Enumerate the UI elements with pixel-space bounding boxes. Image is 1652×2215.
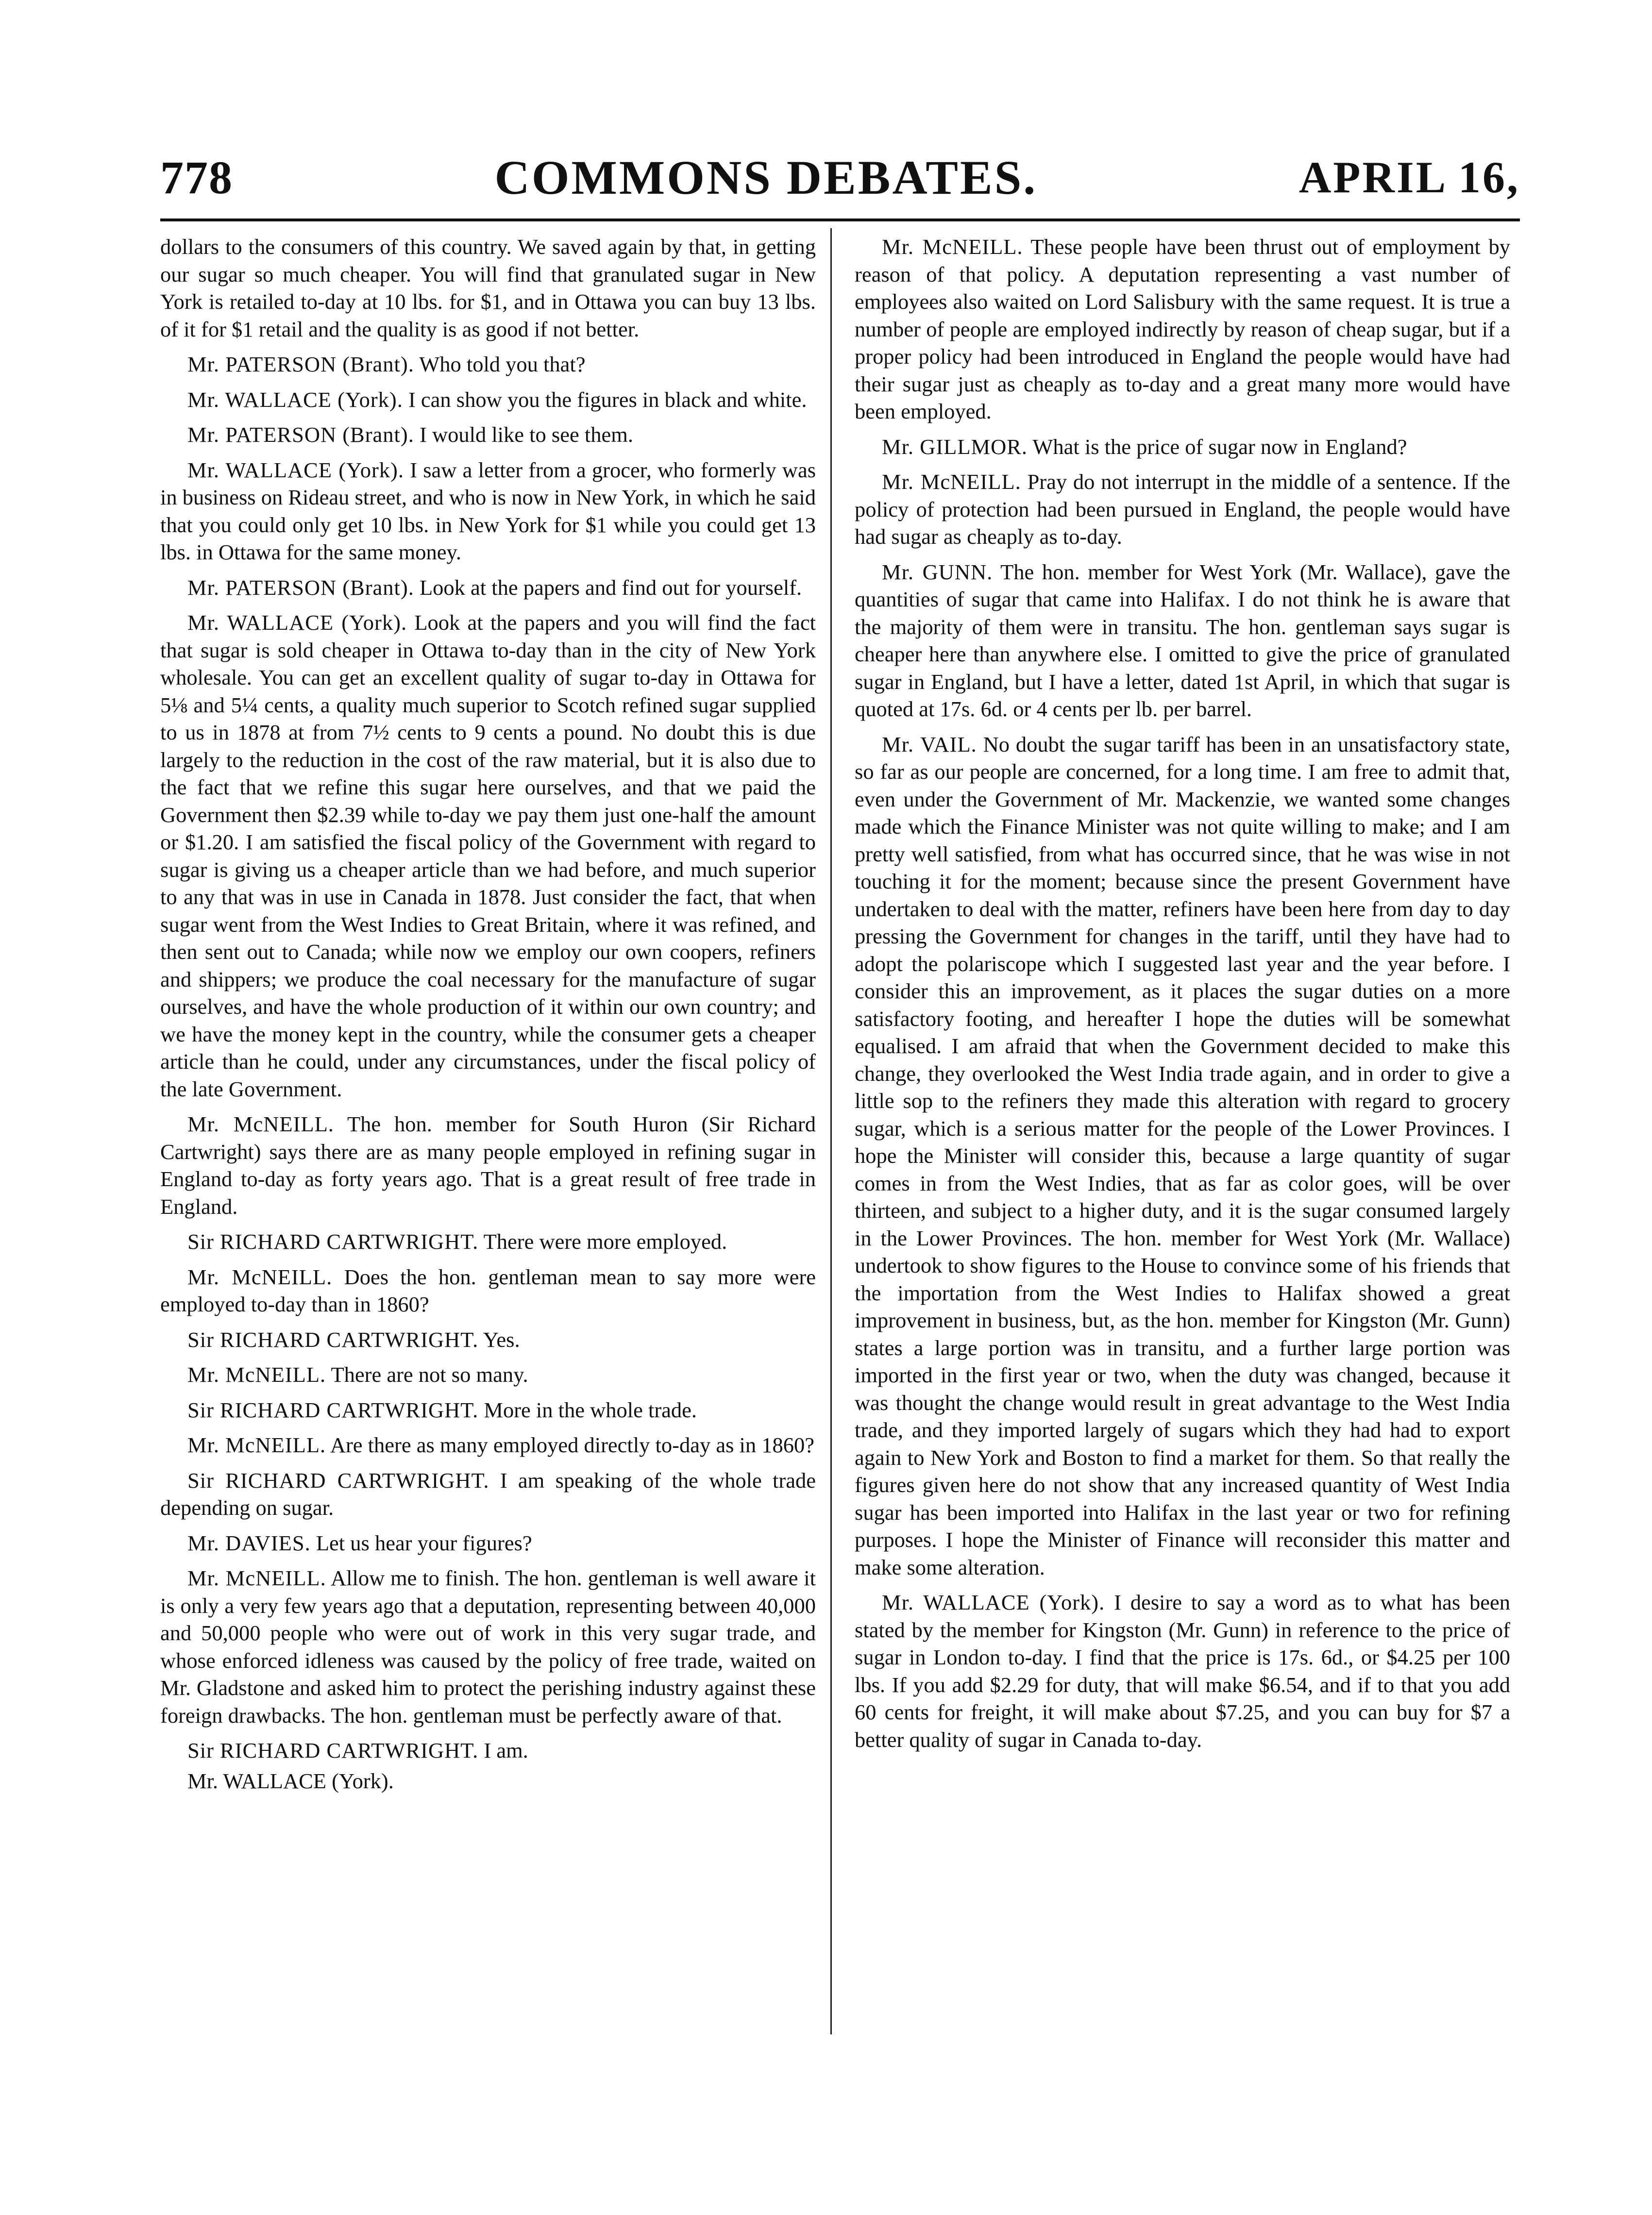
- speaker-name: Mr. McNEILL.: [187, 1362, 326, 1387]
- speech-text: The hon. member for West York (Mr. Wallace), gave the quantities of sugar that came into Halifax. I do not think he is aware that the majority of them were in transitu. The hon. gentleman says sugar is cheaper here than anywhere else. I omitted to give the price of granulated sugar in England, but I have a letter, dated 1st April, in which that sugar is quoted at 17s. 6d. or 4 cents per lb. per barrel.: [855, 559, 1510, 721]
- speech-text: Look at the papers and find out for yourself.: [420, 575, 802, 600]
- speaker-name: Mr. WALLACE (York).: [187, 610, 407, 635]
- speaker-name: Mr. GUNN.: [882, 559, 993, 584]
- speech-paragraph: [160, 1396, 816, 1424]
- speech-text: I am speaking of the whole trade depending on sugar.: [160, 1468, 816, 1520]
- speaker-name: Mr. WALLACE (York).: [187, 387, 403, 412]
- speech-text: Pray do not interrupt in the middle of a sentence. If the policy of protection had been pursued in England, the people would have had sugar as cheaply as to-day.: [855, 470, 1510, 549]
- speech-paragraph: [160, 386, 816, 414]
- speaker-name: Mr. McNEILL.: [187, 1433, 326, 1457]
- next-speaker-line: Mr. WALLACE (York).: [187, 1768, 394, 1793]
- speech-paragraph: [855, 468, 1510, 551]
- speaker-name: Mr. McNEILL.: [187, 1112, 334, 1136]
- speech-text: Are there as many employed directly to-day as in 1860?: [330, 1433, 815, 1457]
- speaker-name: Mr. McNEILL.: [187, 1264, 333, 1289]
- speaker-name: Mr. VAIL.: [882, 732, 977, 756]
- speech-text: dollars to the consumers of this country. We saved again by that, in getting our sugar so much cheaper. You will find that granulated sugar in New York is retailed to-day at 10 lbs. for $1, and in Ottawa you can buy 13 lbs. of it for $1 retail and the quality is as good if not better.: [160, 235, 816, 341]
- column-divider: [830, 228, 832, 2034]
- speech-paragraph: [160, 1529, 816, 1557]
- speech-text: Does the hon. gentleman mean to say more were employed to-day than in 1860?: [160, 1264, 816, 1316]
- speech-paragraph: [160, 609, 816, 1103]
- speech-text: There were more employed.: [483, 1229, 727, 1254]
- speech-paragraph: [160, 1361, 816, 1389]
- speaker-name: Mr. WALLACE (York).: [187, 457, 404, 482]
- speaker-name: Mr. McNEILL.: [882, 235, 1023, 259]
- speech-paragraph: [160, 421, 816, 449]
- speech-text: There are not so many.: [331, 1362, 528, 1387]
- page-header: [160, 146, 1520, 209]
- speech-text: Who told you that?: [419, 352, 586, 376]
- speech-text: I am.: [484, 1738, 528, 1762]
- speech-paragraph: [160, 1564, 816, 1729]
- speaker-name: Mr. DAVIES.: [187, 1530, 311, 1555]
- speech-text: Allow me to finish. The hon. gentleman is well aware it is only a very few years ago that a deputation, representing between 40,000 and 50,000 people who were out of work in this very sugar trade, and whose enforced idleness was caused by the policy of free trade, waited on Mr. Gladstone and asked him to protect the perishing industry against these foreign drawbacks. The hon. gentleman must be perfectly aware of that.: [160, 1566, 816, 1728]
- right-column: [855, 233, 1510, 1761]
- speech-paragraph: [160, 1326, 816, 1354]
- speech-paragraph: [855, 233, 1510, 425]
- header-rule: [160, 218, 1520, 221]
- speech-text: I can show you the figures in black and white.: [408, 387, 807, 412]
- speech-text: Look at the papers and you will find the fact that sugar is sold cheaper in Ottawa to-day than in the city of New York wholesale. You can get an excellent quality of sugar to-day in Ottawa for 5⅛ and 5¼ cents, a quality much superior to Scotch refined sugar supplied to us in 1878 at from 7½ cents to 9 cents a pound. No doubt this is due largely to the reduction in the cost of the raw material, but it is also due to the fact that we refine this sugar here ourselves, and that we paid the Government then $2.39 while to-day we pay them just one-half the amount or $1.20. I am satisfied the fiscal policy of the Government with regard to sugar is giving us a cheaper article than we had before, and much superior to any that was in use in Canada in 1878. Just consider the fact, that when sugar went from the West Indies to Great Britain, where it was refined, and then sent out to Canada; while now we employ our own coopers, refiners and shippers; we produce the coal necessary for the manufacture of sugar ourselves, and have the whole production of it within our own country; and we have the money kept in the country, while the consumer gets a cheaper article than he could, under any circumstances, under the fiscal policy of the late Government.: [160, 610, 816, 1101]
- speech-paragraph: [160, 574, 816, 602]
- speaker-name: Mr. PATERSON (Brant).: [187, 422, 414, 447]
- speech-paragraph: [160, 456, 816, 566]
- speech-text: Yes.: [483, 1327, 520, 1352]
- speech-paragraph: [160, 351, 816, 378]
- speech-paragraph: [855, 1589, 1510, 1753]
- speech-text: I saw a letter from a grocer, who formerly was in business on Rideau street, and who is now in New York, in which he said that you could only get 10 lbs. in New York for $1 while you could get 13 lbs. in Ottawa for the same money.: [160, 457, 816, 564]
- page-date: APRIL 16,: [1298, 152, 1520, 202]
- speaker-name: Mr. WALLACE (York).: [882, 1590, 1105, 1614]
- speech-text: No doubt the sugar tariff has been in an unsatisfactory state, so far as our people are concerned, for a long time. I am free to admit that, even under the Government of Mr. Mackenzie, we wanted some changes made which the Finance Minister was not quite willing to make; and I am pretty well satisfied, from what has occurred since, that he was wise in not touching it for the moment; because since the present Government have undertaken to deal with the matter, refiners have been here from day to day pressing the Government for changes in the tariff, until they have had to adopt the polariscope which I suggested last year and the year before. I consider this an improvement, as it places the sugar duties on a more satisfactory footing, and hereafter I hope the duties will be somewhat equalised. I am afraid that when the Government decided to make this change, they overlooked the West India trade again, and in order to give a little sop to the refiners they made this alteration with regard to grocery sugar, which is a serious matter for the people of the Lower Provinces. I hope the Minister will consider this, because a large quantity of sugar comes in from the West Indies, that as far as color goes, will be over thirteen, and subject to a higher duty, and it is the sugar consumed largely in the Lower Provinces. The hon. member for West York (Mr. Wallace) undertook to show figures to the House to convince some of his friends that the importation from the West Indies to Halifax showed a great improvement in business, but, as the hon. member for Kingston (Mr. Gunn) states a large portion was in transitu, and a further large portion was imported in the first year or two, when the duty was changed, because it was thought the change would result in great advantage to the West India trade, and they imported largely of sugars which they had had to export again to New York and Boston to find a market for them. So that really the figures given here do not show that any increased quantity of West India sugar has been imported into Halifax in the last year or two for refining purposes. I hope the Minister of Finance will reconsider this matter and make some alteration.: [855, 732, 1511, 1579]
- speech-text: More in the whole trade.: [484, 1397, 697, 1422]
- speech-paragraph: [855, 558, 1510, 723]
- left-column: [160, 233, 816, 1795]
- speech-paragraph: [160, 1431, 816, 1459]
- speech-paragraph: [160, 1737, 816, 1764]
- speaker-name: Mr. McNEILL.: [187, 1566, 326, 1590]
- speech-text: What is the price of sugar now in England?: [1032, 434, 1407, 459]
- speech-text: I would like to see them.: [420, 422, 633, 447]
- speech-text: These people have been thrust out of employment by reason of that policy. A deputation representing a vast number of employees also waited on Lord Salisbury with the same request. It is true a number of people are employed indirectly by reason of cheap sugar, but if a proper policy had been introduced in England the people would have had their sugar just as cheaply as to-day and a great many more would have been employed.: [855, 235, 1510, 423]
- speaker-name: Mr. McNEILL.: [882, 470, 1021, 494]
- publication-title: COMMONS DEBATES.: [494, 150, 1038, 204]
- speaker-name: Sir RICHARD CARTWRIGHT.: [187, 1229, 479, 1254]
- speech-paragraph: [160, 1110, 816, 1220]
- speaker-name: Mr. PATERSON (Brant).: [187, 575, 414, 600]
- continued-paragraph: [160, 233, 816, 343]
- speech-paragraph: [160, 1228, 816, 1256]
- speaker-name: Mr. GILLMOR.: [882, 434, 1028, 459]
- speaker-name: Sir RICHARD CARTWRIGHT.: [187, 1327, 479, 1352]
- speech-paragraph: [855, 731, 1510, 1581]
- speaker-name: Mr. PATERSON (Brant).: [187, 352, 414, 376]
- speech-paragraph: [160, 1263, 816, 1318]
- speech-text: Let us hear your figures?: [316, 1530, 532, 1555]
- speaker-name: Sir RICHARD CARTWRIGHT.: [187, 1738, 479, 1762]
- speech-paragraph: [160, 1467, 816, 1522]
- speaker-name: Sir RICHARD CARTWRIGHT.: [187, 1468, 489, 1493]
- speech-text: The hon. member for South Huron (Sir Richard Cartwright) says there are as many people employed in refining sugar in England to-day as forty years ago. That is a great result of free trade in England.: [160, 1112, 816, 1219]
- speech-paragraph: [855, 433, 1510, 461]
- speaker-name: Sir RICHARD CARTWRIGHT.: [187, 1397, 479, 1422]
- page-number: 778: [160, 151, 233, 203]
- speech-text: I desire to say a word as to what has been stated by the member for Kingston (Mr. Gunn) in reference to the price of sugar in London to-day. I find that the price is 17s. 6d., or $4.25 per 100 lbs. If you add $2.29 for duty, that will make $6.54, and if to that you add 60 cents for freight, it will make about $7.25, and you can buy for $7 a better quality of sugar in Canada to-day.: [855, 1590, 1510, 1752]
